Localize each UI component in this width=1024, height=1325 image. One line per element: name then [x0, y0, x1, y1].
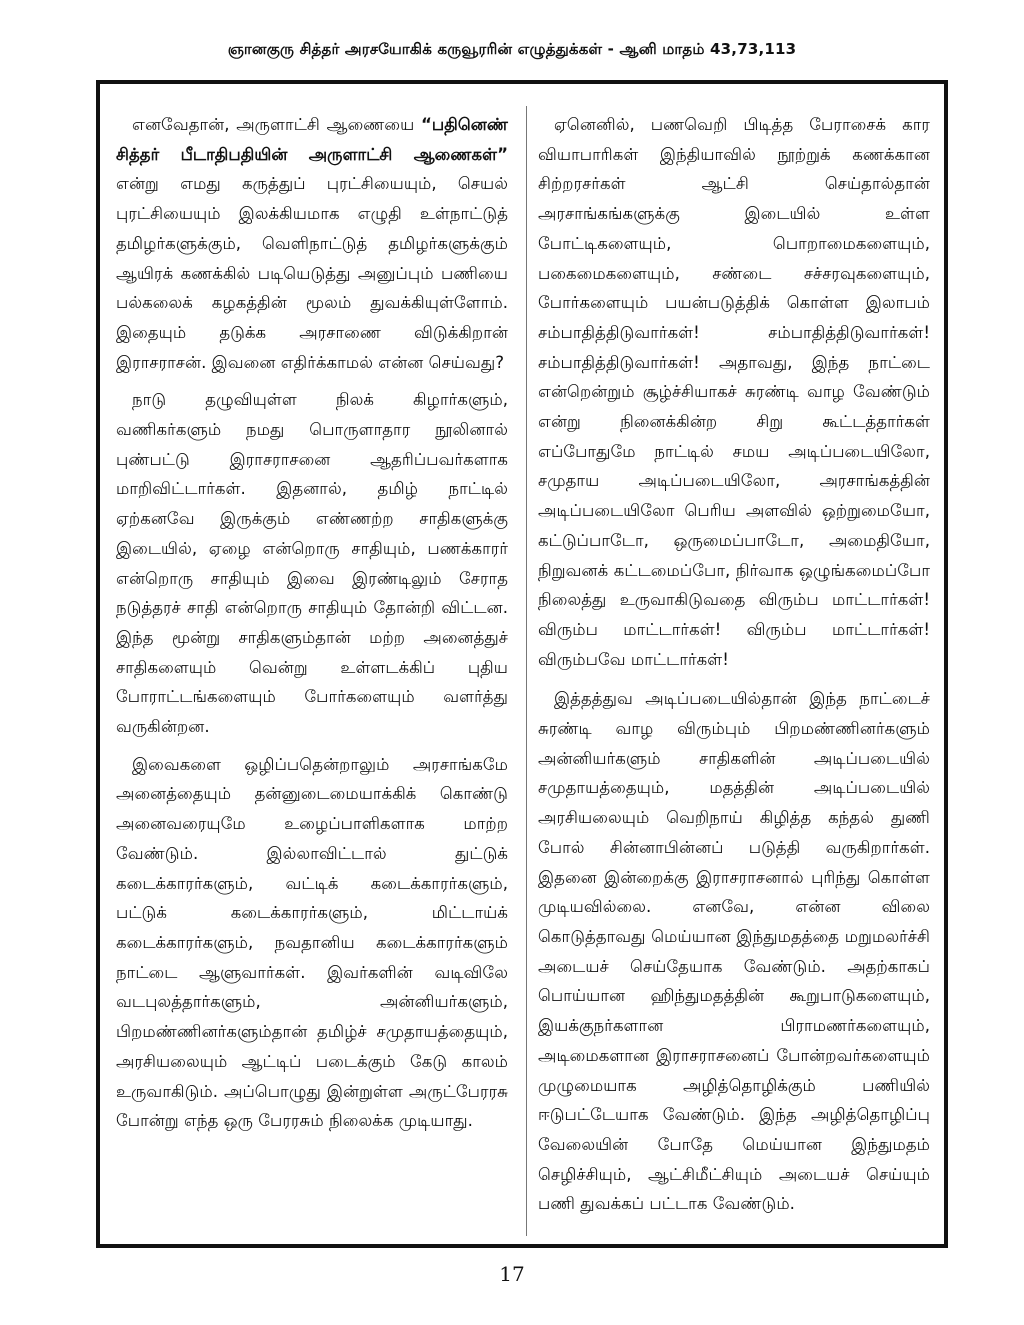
page-frame: [96, 80, 948, 1248]
running-header: ஞானகுரு சித்தர் அரசயோகிக் கருவூரரின் எழுத்துக்கள் - ஆனி மாதம் 43,73,113: [227, 40, 797, 58]
paragraph-3: இவைகளை ஒழிப்பதென்றாலும் அரசாங்கமே அனைத்தையும் தன்னுடைமையாக்கிக் கொண்டு அனைவரையுமே உழைப்பாளிகளாக மாற்ற வேண்டும். இல்லாவிட்டால் துட்டுக் கடைக்காரர்களும், வட்டிக் கடைக்காரர்களும், பட்டுக் கடைக்காரர்களும், மிட்டாய்க் கடைக்காரர்களும், நவதானிய கடைக்காரர்களும் நாட்டை ஆளுவார்கள். இவர்களின் வடிவிலே வடபுலத்தார்களும், அன்னியர்களும், பிறமண்ணினர்களும்தான் தமிழ்ச் சமுதாயத்தையும், அரசியலையும் ஆட்டிப் படைக்கும் கேடு காலம் உருவாகிடும். அப்பொழுது இன்றுள்ள அருட்பேரரசு போன்று எந்த ஒரு பேரரசும் நிலைக்க முடியாது.: [116, 754, 508, 1131]
column-divider: [526, 106, 527, 1236]
paragraph-1-lead: எனவேதான், அருளாட்சி ஆணையை: [132, 115, 415, 134]
paragraph-2: நாடு தழுவியுள்ள நிலக் கிழார்களும், வணிகர்களும் நமது பொருளாதார நூலினால் புண்பட்டு இராசராசனை ஆதரிப்பவர்களாக மாறிவிட்டார்கள். இதனால், தமிழ் நாட்டில் ஏற்கனவே இருக்கும் எண்ணற்ற சாதிகளுக்கு இடையில், ஏழை என்றொரு சாதியும், பணக்காரர் என்றொரு சாதியும் இவை இரண்டிலும் சேராத நடுத்தரச் சாதி என்றொரு சாதியும் தோன்றி விட்டன. இந்த மூன்று சாதிகளும்தான் மற்ற அனைத்துச் சாதிகளையும் வென்று உள்ளடக்கிப் புதிய போராட்டங்களையும் போர்களையும் வளர்த்து வருகின்றன.: [116, 390, 508, 737]
paragraph-1-bold-title: “பதினெண் சித்தர் பீடாதிபதியின் அருளாட்சி ஆணைகள்”: [116, 115, 508, 164]
page-number: 17: [499, 1262, 525, 1286]
paragraph-4: ஏனெனில், பணவெறி பிடித்த பேராசைக் கார வியாபாரிகள் இந்தியாவில் நூற்றுக் கணக்கான சிற்றரசர்கள் ஆட்சி செய்தால்தான் அரசாங்கங்களுக்கு இடையில் உள்ள போட்டிகளையும், பொறாமைகளையும், பகைமைகளையும், சண்டை சச்சரவுகளையும், போர்களையும் பயன்படுத்திக் கொள்ள இலாபம் சம்பாதித்திடுவார்கள்! சம்பாதித்திடுவார்கள்! சம்பாதித்திடுவார்கள்! அதாவது, இந்த நாட்டை என்றென்றும் சூழ்ச்சியாகச் சுரண்டி வாழ வேண்டும் என்று நினைக்கின்ற சிறு கூட்டத்தார்கள் எப்போதுமே நாட்டில் சமய அடிப்படையிலோ, சமுதாய அடிப்படையிலோ, அரசாங்கத்தின் அடிப்படையிலோ பெரிய அளவில் ஒற்றுமையோ, கட்டுப்பாடோ, ஒருமைப்பாடோ, அமைதியோ, நிறுவனக் கட்டமைப்போ, நிர்வாக ஒழுங்கமைப்போ நிலைத்து உருவாகிடுவதை விரும்ப மாட்டார்கள்! விரும்ப மாட்டார்கள்! விரும்ப மாட்டார்கள்! விரும்பவே மாட்டார்கள்!: [538, 115, 930, 669]
paragraph-1: [116, 110, 508, 377]
right-column: [538, 110, 930, 1227]
paragraph-5: இத்தத்துவ அடிப்படையில்தான் இந்த நாட்டைச் சுரண்டி வாழ விரும்பும் பிறமண்ணினர்களும் அன்னியர்களும் சாதிகளின் அடிப்படையில் சமுதாயத்தையும், மதத்தின் அடிப்படையில் அரசியலையும் வெறிநாய் கிழித்த கந்தல் துணி போல் சின்னாபின்னப் படுத்தி வருகிறார்கள். இதனை இன்றைக்கு இராசராசனால் புரிந்து கொள்ள முடியவில்லை. எனவே, என்ன விலை கொடுத்தாவது மெய்யான இந்துமதத்தை மறுமலர்ச்சி அடையச் செய்தேயாக வேண்டும். அதற்காகப் பொய்யான ஹிந்துமதத்தின் கூறுபாடுகளையும், இயக்குநர்களான பிராமணர்களையும், அடிமைகளான இராசராசனைப் போன்றவர்களையும் முழுமையாக அழித்தொழிக்கும் பணியில் ஈடுபட்டேயாக வேண்டும். இந்த அழித்தொழிப்பு வேலையின் போதே மெய்யான இந்துமதம் செழிச்சியும், ஆட்சிமீட்சியும் அடையச் செய்யும் பணி துவக்கப் பட்டாக வேண்டும்.: [538, 689, 930, 1214]
left-column: [116, 110, 508, 1144]
paragraph-1-rest: என்று எமது கருத்துப் புரட்சியையும், செயல் புரட்சியையும் இலக்கியமாக எழுதி உள்நாட்டுத் தமிழர்களுக்கும், வெளிநாட்டுத் தமிழர்களுக்கும் ஆயிரக் கணக்கில் படியெடுத்து அனுப்பும் பணியை பல்கலைக் கழகத்தின் மூலம் துவக்கியுள்ளோம். இதையும் தடுக்க அரசாணை விடுக்கிறான் இராசராசன். இவனை எதிர்க்காமல் என்ன செய்வது?: [116, 174, 508, 372]
